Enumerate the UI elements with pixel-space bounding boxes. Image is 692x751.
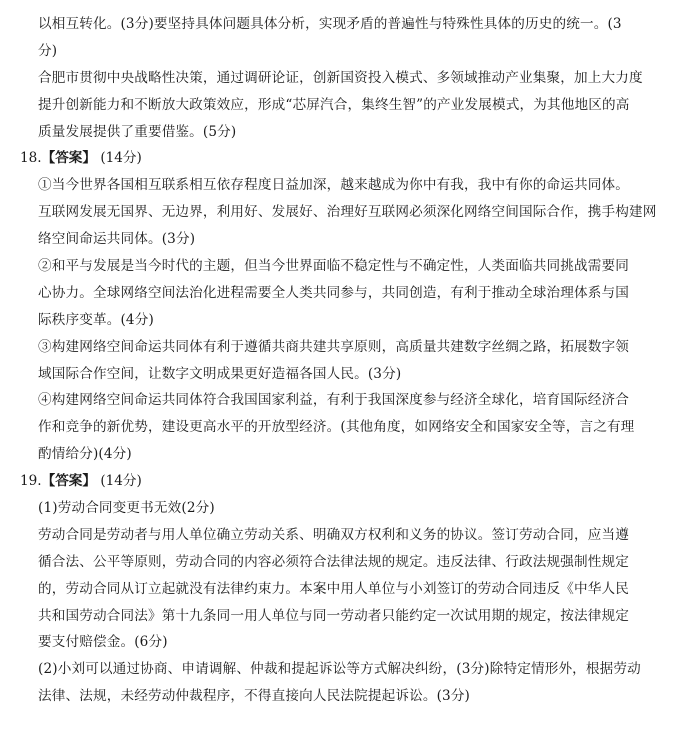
text-line: ③构建网络空间命运共同体有利于遵循共商共建共享原则，高质量共建数字丝绸之路，拓展数字领 <box>38 338 629 355</box>
para-top-2 <box>38 65 672 146</box>
question-score: (14分) <box>100 150 142 167</box>
text-line: 际秩序变革。(4分) <box>38 311 154 328</box>
text-line: 提升创新能力和不断放大政策效应，形成“芯屏汽合，集终生智”的产业发展模式，为其他地区的高 <box>38 96 630 113</box>
question-number: 18. <box>20 150 42 167</box>
text-line: 合肥市贯彻中央战略性决策，通过调研论证，创新国资投入模式、多领域推动产业集聚，加上大力度 <box>38 69 643 86</box>
question-number: 19. <box>20 473 42 490</box>
text-line: ④构建网络空间命运共同体符合我国国家利益，有利于我国深度参与经济全球化，培育国际经济合 <box>38 392 629 409</box>
question-score: (14分) <box>100 473 142 490</box>
question-18-header <box>20 145 672 172</box>
text-line: 共和国劳动合同法》第十九条同一用人单位与同一劳动者只能约定一次试用期的规定，按法律规定 <box>38 607 629 624</box>
text-line: ①当今世界各国相互联系相互依存程度日益加深，越来越成为你中有我，我中有你的命运共同体。 <box>38 177 629 194</box>
text-line: 质量发展提供了重要借鉴。(5分) <box>38 123 237 140</box>
text-line: (2)小刘可以通过协商、申请调解、仲裁和提起诉讼等方式解决纠纷，(3分)除特定情形外，根据劳动 <box>38 661 641 678</box>
answer-tag: 【答案】 <box>41 150 96 167</box>
text-line: 的，劳动合同从订立起就没有法律约束力。本案中用人单位与小刘签订的劳动合同违反《中华人民 <box>38 580 629 597</box>
question-19-header <box>20 468 672 495</box>
text-line: 心协力。全球网络空间法治化进程需要全人类共同参与，共同创造，有利于推动全球治理体系与国 <box>38 284 629 301</box>
text-line: (1)劳动合同变更书无效(2分) <box>38 500 215 517</box>
text-line: 分) <box>38 42 58 59</box>
text-line: 作和竞争的新优势，建设更高水平的开放型经济。(其他角度，如网络安全和国家安全等，言之有理 <box>38 419 635 436</box>
text-line: 互联网发展无国界、无边界，利用好、发展好、治理好互联网必须深化网络空间国际合作，携手构建网 <box>38 204 657 221</box>
text-line: 以相互转化。(3分)要坚持具体问题具体分析，实现矛盾的普遍性与特殊性具体的历史的统一。(3 <box>38 16 622 32</box>
text-line: 域国际合作空间，让数字文明成果更好造福各国人民。(3分) <box>38 365 402 382</box>
text-line: 要支付赔偿金。(6分) <box>38 634 168 651</box>
text-line: 法律、法规，未经劳动仲裁程序，不得直接向人民法院提起诉讼。(3分) <box>38 688 471 705</box>
text-line: 循合法、公平等原则，劳动合同的内容必须符合法律法规的规定。违反法律、行政法规强制性规定 <box>38 553 629 570</box>
para-top-1 <box>38 11 672 65</box>
question-19-body <box>38 495 672 710</box>
text-line: 络空间命运共同体。(3分) <box>38 231 196 248</box>
text-line: 劳动合同是劳动者与用人单位确立劳动关系、明确双方权利和义务的协议。签订劳动合同，应当遵 <box>38 526 629 543</box>
text-line: ②和平与发展是当今时代的主题，但当今世界面临不稳定性与不确定性，人类面临共同挑战需要同 <box>38 258 629 275</box>
question-18-body <box>38 172 672 468</box>
answer-tag: 【答案】 <box>41 473 96 490</box>
text-line: 酌情给分)(4分) <box>38 446 132 463</box>
